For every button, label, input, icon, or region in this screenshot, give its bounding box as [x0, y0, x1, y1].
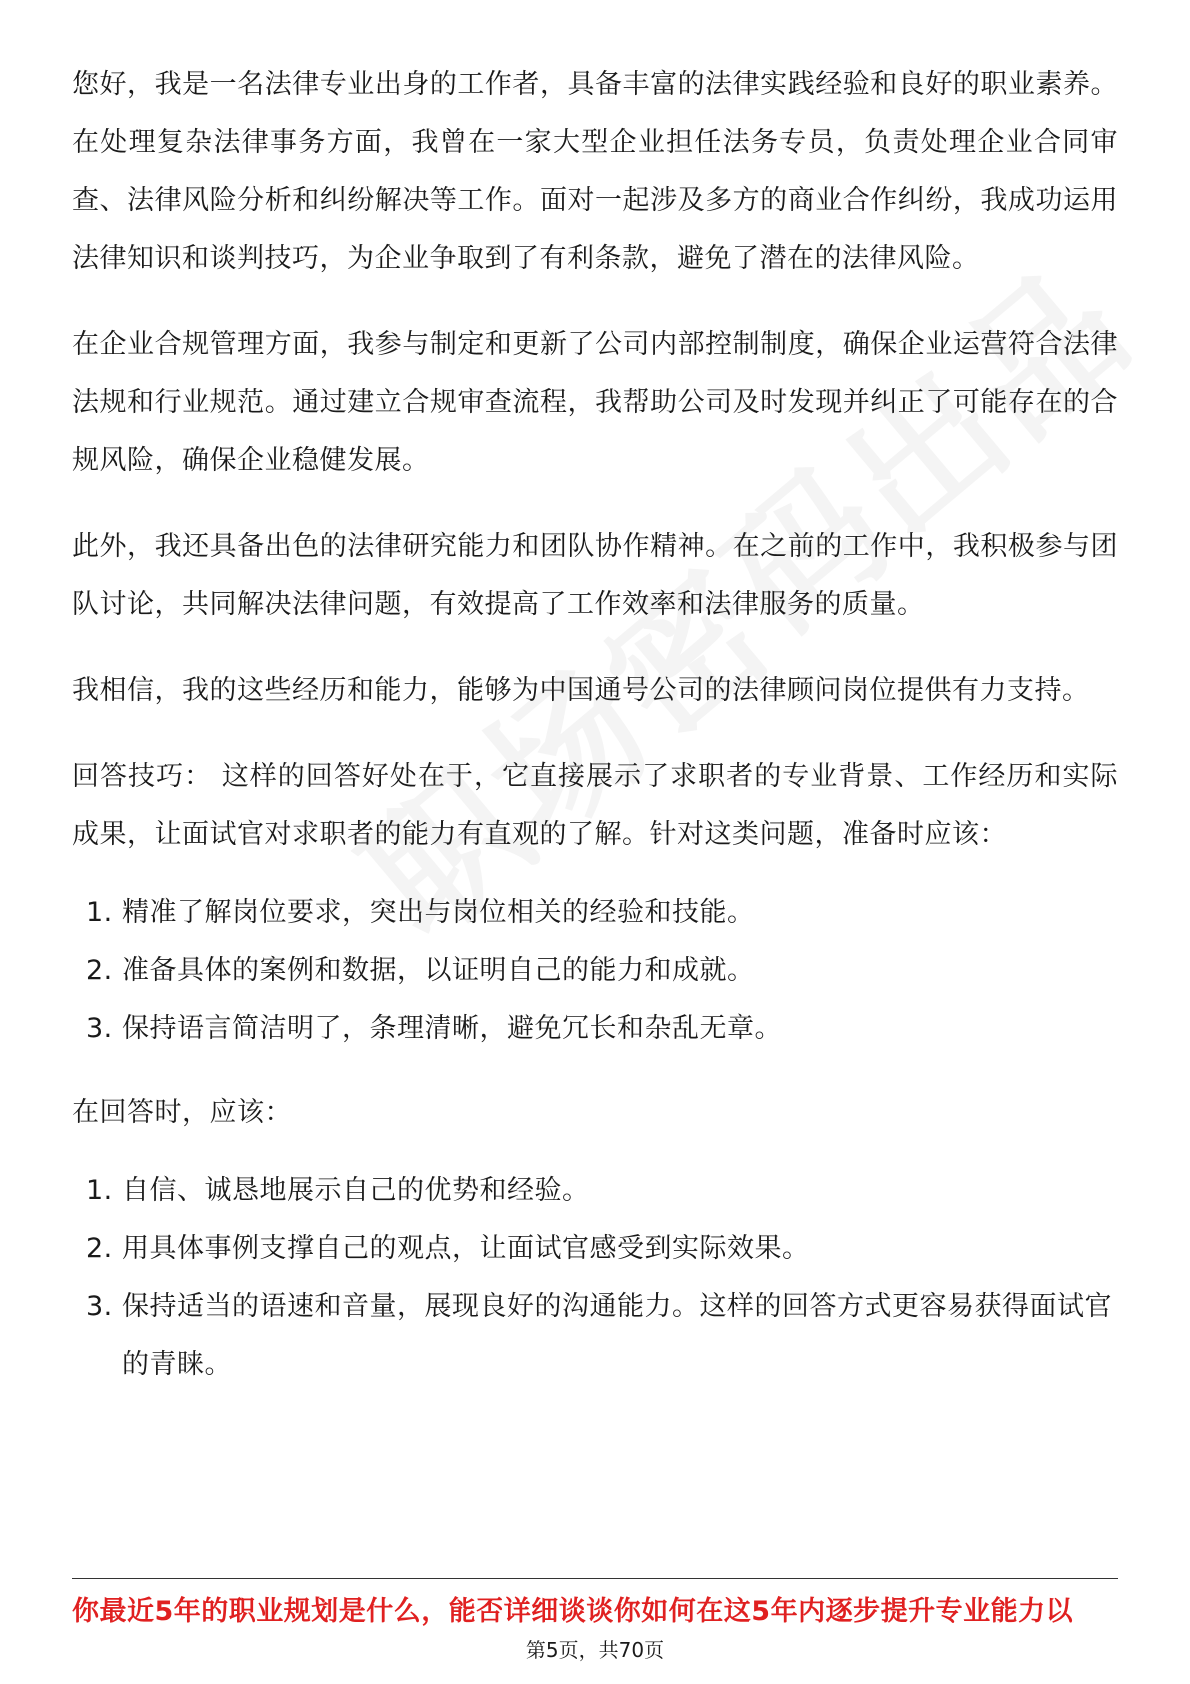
answer-paragraph-4: 我相信，我的这些经历和能力，能够为中国通号公司的法律顾问岗位提供有力支持。 — [72, 675, 1090, 706]
answering-list — [72, 1162, 1118, 1394]
list-text: 精准了解岗位要求，突出与岗位相关的经验和技能。 — [122, 897, 755, 928]
list-item — [72, 1278, 1118, 1394]
list-number: 2. — [86, 1233, 113, 1264]
page-content — [72, 56, 1118, 1420]
preparation-list — [72, 884, 1118, 1058]
list-number: 2. — [86, 955, 113, 986]
list-number: 1. — [86, 897, 113, 928]
next-question-heading: 你最近5年的职业规划是什么，能否详细谈谈你如何在这5年内逐步提升专业能力以 — [72, 1596, 1074, 1627]
list-number: 3. — [86, 1013, 113, 1044]
answer-paragraph-1: 您好，我是一名法律专业出身的工作者，具备丰富的法律实践经验和良好的职业素养。在处理复杂法律事务方面，我曾在一家大型企业担任法务专员，负责处理企业合同审查、法律风险分析和纠纷解决等工作。面对一起涉及多方的商业合作纠纷，我成功运用法律知识和谈判技巧，为企业争取到了有利条款，避免了潜在的法律风险。 — [72, 69, 1118, 274]
list-text: 保持适当的语速和音量，展现良好的沟通能力。这样的回答方式更容易获得面试官的青睐。 — [122, 1291, 1112, 1380]
list-item — [72, 884, 1118, 942]
list-text: 保持语言简洁明了，条理清晰，避免冗长和杂乱无章。 — [122, 1013, 782, 1044]
list-number: 1. — [86, 1175, 113, 1206]
list-number: 3. — [86, 1291, 113, 1322]
list-text: 自信、诚恳地展示自己的优势和经验。 — [122, 1175, 590, 1206]
list-text: 用具体事例支撑自己的观点，让面试官感受到实际效果。 — [122, 1233, 810, 1264]
list-item — [72, 1000, 1118, 1058]
page-number: 第5页，共70页 — [525, 1638, 665, 1662]
list-item — [72, 942, 1118, 1000]
section-divider — [72, 1578, 1118, 1579]
list-item — [72, 1162, 1118, 1220]
answer-paragraph-2: 在企业合规管理方面，我参与制定和更新了公司内部控制制度，确保企业运营符合法律法规和行业规范。通过建立合规审查流程，我帮助公司及时发现并纠正了可能存在的合规风险，确保企业稳健发展。 — [72, 329, 1118, 476]
list-text: 准备具体的案例和数据，以证明自己的能力和成就。 — [122, 955, 755, 986]
answer-paragraph-3: 此外，我还具备出色的法律研究能力和团队协作精神。在之前的工作中，我积极参与团队讨论，共同解决法律问题，有效提高了工作效率和法律服务的质量。 — [72, 531, 1118, 620]
answer-intro: 在回答时，应该： — [72, 1097, 292, 1128]
tips-intro: 回答技巧： 这样的回答好处在于，它直接展示了求职者的专业背景、工作经历和实际成果，让面试官对求职者的能力有直观的了解。针对这类问题，准备时应该： — [72, 761, 1118, 850]
list-item — [72, 1220, 1118, 1278]
